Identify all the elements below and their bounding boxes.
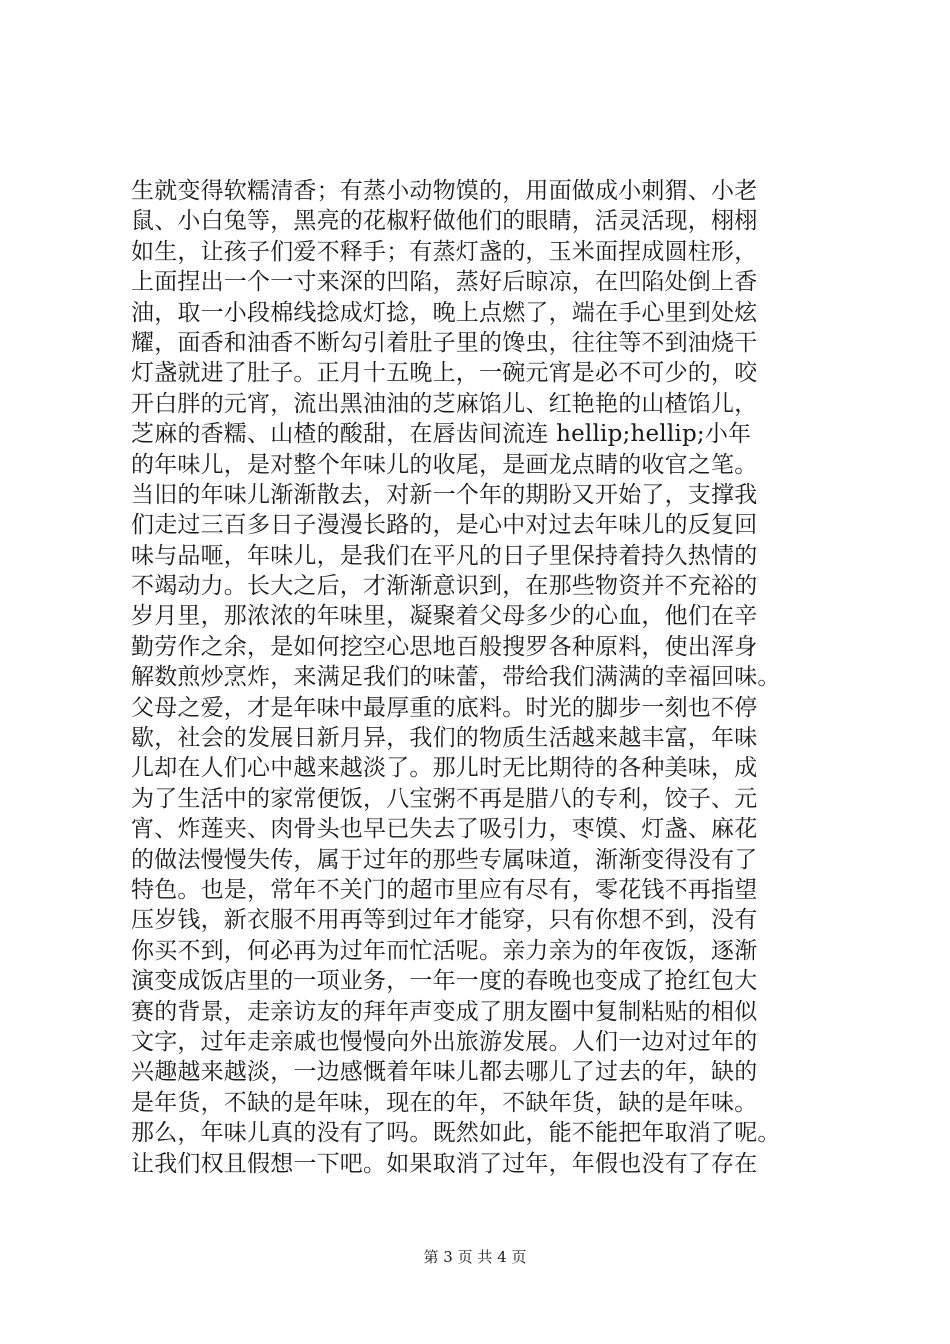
text-line: 们走过三百多日子漫漫长路的，是心中对过去年味儿的反复回 [131, 512, 758, 539]
text-line: 的做法慢慢失传，属于过年的那些专属味道，渐渐变得没有了 [131, 846, 758, 873]
text-line: 文字，过年走亲戚也慢慢向外出旅游发展。人们一边对过年的 [131, 1028, 758, 1055]
text-line: 灯盏就进了肚子。正月十五晚上，一碗元宵是必不可少的，咬 [131, 360, 758, 387]
page-number-footer: 第 3 页 共 4 页 [423, 1248, 527, 1266]
text-line: 特色。也是，常年不关门的超市里应有尽有，零花钱不再指望 [131, 876, 758, 903]
text-line: 芝麻的香糯、山楂的酸甜，在唇齿间流连 hellip;hellip;小年 [131, 421, 752, 448]
text-line: 那么，年味儿真的没有了吗。既然如此，能不能把年取消了呢。 [131, 1120, 781, 1147]
text-line: 当旧的年味儿渐渐散去，对新一个年的期盼又开始了，支撑我 [131, 481, 758, 508]
body-paragraph [131, 176, 831, 1179]
text-line: 压岁钱，新衣服不用再等到过年才能穿，只有你想不到，没有 [131, 907, 758, 934]
text-line: 岁月里，那浓浓的年味里，凝聚着父母多少的心血，他们在辛 [131, 603, 758, 630]
text-line: 味与品咂，年味儿，是我们在平凡的日子里保持着持久热情的 [131, 542, 758, 569]
text-line: 上面捏出一个一寸来深的凹陷，蒸好后晾凉，在凹陷处倒上香 [131, 269, 758, 296]
text-line: 兴趣越来越淡，一边感慨着年味儿都去哪儿了过去的年，缺的 [131, 1059, 758, 1086]
text-line: 油，取一小段棉线捻成灯捻，晚上点燃了，端在手心里到处炫 [131, 299, 758, 326]
text-line: 父母之爱，才是年味中最厚重的底料。时光的脚步一刻也不停 [131, 694, 758, 721]
text-line: 你买不到，何必再为过年而忙活呢。亲力亲为的年夜饭，逐渐 [131, 937, 758, 964]
text-line: 解数煎炒烹炸，来满足我们的味蕾，带给我们满满的幸福回味。 [131, 664, 781, 691]
text-line: 如生，让孩子们爱不释手；有蒸灯盏的，玉米面捏成圆柱形， [131, 238, 758, 265]
text-line: 开白胖的元宵，流出黑油油的芝麻馅儿、红艳艳的山楂馅儿， [131, 390, 758, 417]
text-line: 鼠、小白兔等，黑亮的花椒籽做他们的眼睛，活灵活现，栩栩 [131, 208, 758, 235]
text-line: 儿却在人们心中越来越淡了。那儿时无比期待的各种美味，成 [131, 755, 758, 782]
text-line: 耀，面香和油香不断勾引着肚子里的馋虫，往往等不到油烧干 [131, 329, 758, 356]
text-line: 不竭动力。长大之后，才渐渐意识到，在那些物资并不充裕的 [131, 573, 758, 600]
text-line: 宵、炸莲夹、肉骨头也早已失去了吸引力，枣馍、灯盏、麻花 [131, 816, 758, 843]
text-line: 勤劳作之余，是如何挖空心思地百般搜罗各种原料，使出浑身 [131, 633, 758, 660]
text-line: 歇，社会的发展日新月异，我们的物质生活越来越丰富，年味 [131, 725, 758, 752]
text-line: 生就变得软糯清香；有蒸小动物馍的，用面做成小刺猬、小老 [131, 178, 758, 204]
text-line: 为了生活中的家常便饭，八宝粥不再是腊八的专利，饺子、元 [131, 785, 758, 812]
text-line: 是年货，不缺的是年味，现在的年，不缺年货，缺的是年味。 [131, 1089, 758, 1116]
text-line: 演变成饭店里的一项业务，一年一度的春晚也变成了抢红包大 [131, 968, 758, 995]
text-line: 的年味儿，是对整个年味儿的收尾，是画龙点睛的收官之笔。 [131, 451, 758, 478]
text-line: 赛的背景，走亲访友的拜年声变成了朋友圈中复制粘贴的相似 [131, 998, 758, 1025]
text-line: 让我们权且假想一下吧。如果取消了过年，年假也没有了存在 [131, 1150, 758, 1177]
